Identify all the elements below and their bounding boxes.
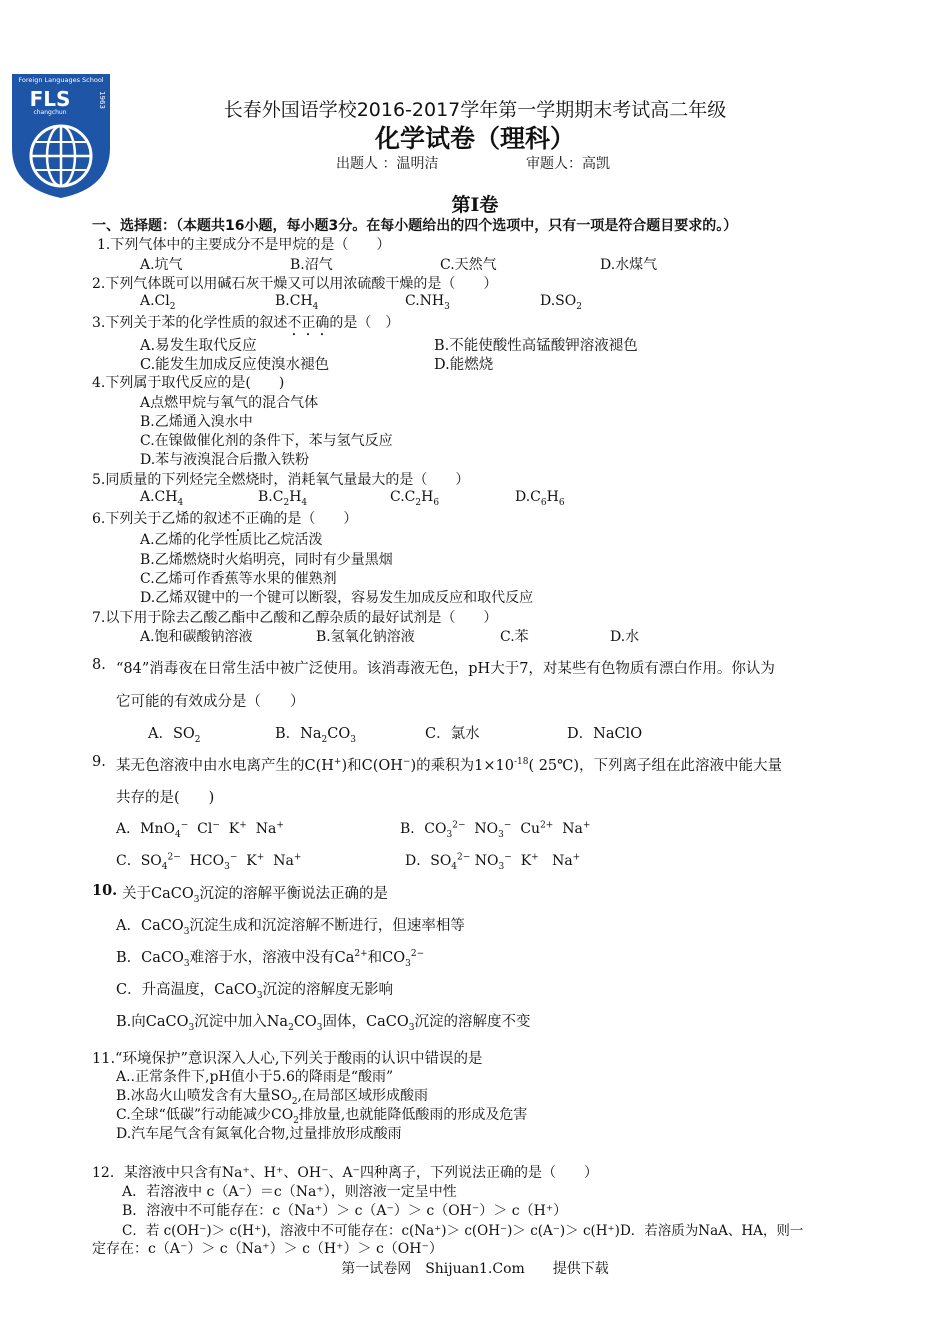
q10-option-a: A．CaCO$_3$沉淀生成和沉淀溶解不断进行，但速率相等 bbox=[116, 918, 465, 937]
q12-option-d-cont: 定存在：c（A⁻）＞ c（Na⁺）＞ c（H⁺）＞ c（OH⁻） bbox=[92, 1241, 443, 1257]
exam-subtitle: 化学试卷（理科） bbox=[374, 124, 575, 153]
q5-option-d: $D.C_6H_6$ bbox=[515, 489, 565, 508]
q6-option-a: A.乙烯的化学性质比乙烷活泼 bbox=[140, 532, 323, 548]
logo-abbr: FLS bbox=[29, 87, 71, 111]
author: 出题人 ：温明洁 bbox=[336, 156, 439, 172]
q3-option-a: A.易发生取代反应 bbox=[140, 338, 257, 354]
q11-option-c: C.全球“低碳”行动能减少$CO_2$排放量,也就能降低酸雨的形成及危害 bbox=[116, 1107, 528, 1126]
q11-stem: 11.“环境保护”意识深入人心,下列关于酸雨的认识中错误的是 bbox=[92, 1051, 483, 1067]
q7-option-a: A.饱和碳酸钠溶液 bbox=[140, 629, 253, 645]
q8-option-d: D．NaClO bbox=[567, 726, 643, 742]
section-title: 第Ⅰ卷 bbox=[451, 194, 499, 216]
q9-number: 9. bbox=[92, 754, 106, 770]
q2-stem: 2.下列气体既可以用碱石灰干燥又可以用浓硫酸干燥的是（ ） bbox=[92, 276, 498, 292]
q10-number: 10. bbox=[92, 882, 118, 899]
q12-stem: 12．某溶液中只含有Na⁺、H⁺、OH⁻、A⁻四种离子，下列说法正确的是（ ） bbox=[92, 1165, 598, 1181]
q9-option-d: D．$SO_4^{2-}$ $NO_3^-$ K+ Na+ bbox=[405, 852, 581, 872]
exam-title: 长春外国语学校2016-2017学年第一学期期末考试高二年级 bbox=[223, 99, 727, 121]
q10-stem: 关于CaCO$_3$沉淀的溶解平衡说法正确的是 bbox=[122, 886, 388, 905]
q8-number: 8. bbox=[92, 657, 106, 673]
q7-stem: 7.以下用于除去乙酸乙酯中乙酸和乙醇杂质的最好试剂是（ ） bbox=[92, 610, 498, 626]
q4-option-d: D.苯与液溴混合后撒入铁粉 bbox=[140, 452, 310, 468]
q5-option-b: $B.C_2H_4$ bbox=[258, 489, 308, 508]
logo-year: 1963 bbox=[98, 91, 106, 109]
q9-option-a: A．MnO$_4$− Cl− K+ Na+ bbox=[116, 820, 284, 840]
q5-stem: 5.同质量的下列烃完全燃烧时，消耗氧气量最大的是（ ） bbox=[92, 472, 470, 488]
q1-option-b: B.沼气 bbox=[290, 257, 333, 273]
q7-option-c: C.苯 bbox=[500, 629, 529, 645]
q9-stem-line1: 某无色溶液中由水电离产生的C(H+)和C(OH−)的乘积为$1\times 10^{-18}$( 25℃)，下列离子组在此溶液中能大量 bbox=[116, 757, 783, 774]
q8-option-a: A．$SO_2$ bbox=[148, 726, 201, 745]
q7-option-b: B.氢氧化钠溶液 bbox=[316, 629, 415, 645]
logo-school-en: Foreign Languages School bbox=[18, 76, 104, 84]
q6-stem: 6.下列关于乙烯的叙述不正确的是（ ） bbox=[92, 511, 358, 527]
q9-option-c: C．$SO_4^{2-}$ $HCO_3^-$ K+ Na+ bbox=[116, 852, 302, 872]
q1-option-a: A.坑气 bbox=[140, 257, 183, 273]
q3-option-c: C.能发生加成反应使溴水褪色 bbox=[140, 357, 330, 373]
q5-option-a: $A.CH_4$ bbox=[140, 489, 184, 508]
q1-stem: 1.下列气体中的主要成分不是甲烷的是（ ） bbox=[97, 237, 391, 253]
q12-option-c-d: C．若 c(OH⁻)＞ c(H⁺)，溶液中不可能存在：c(Na⁺)＞ c(OH⁻)＞ c(A⁻)＞ c(H⁺)D．若溶质为NaA、HA，则一 bbox=[122, 1223, 804, 1239]
logo-city: changchun bbox=[33, 109, 67, 116]
q2-option-c: $C.NH_3$ bbox=[405, 293, 450, 312]
q8-stem-line1: “84”消毒夜在日常生活中被广泛使用。该消毒液无色，pH大于7，对某些有色物质有漂白作用。你认为 bbox=[116, 661, 775, 677]
reviewer: 审题人：高凯 bbox=[526, 156, 610, 172]
q8-stem-line2: 它可能的有效成分是（ ） bbox=[116, 694, 305, 710]
q2-option-a: $A.Cl_2$ bbox=[140, 293, 176, 312]
q8-option-c: C．氯水 bbox=[425, 726, 480, 742]
q6-option-b: B.乙烯燃烧时火焰明亮，同时有少量黑烟 bbox=[140, 552, 393, 568]
q1-option-d: D.水煤气 bbox=[600, 257, 658, 273]
q11-option-b: B.冰岛火山喷发含有大量$SO_2$,在局部区域形成酸雨 bbox=[116, 1088, 428, 1107]
q4-stem: 4.下列属于取代反应的是( ) bbox=[92, 375, 285, 391]
q9-stem-line2: 共存的是( ) bbox=[116, 790, 215, 806]
q4-option-c: C.在镍做催化剂的条件下，苯与氢气反应 bbox=[140, 433, 393, 449]
q1-option-c: C.天然气 bbox=[440, 257, 497, 273]
q3-stem: 3.下列关于苯的化学性质的叙述不正确的是（ ） bbox=[92, 315, 400, 331]
q2-option-b: $B.CH_4$ bbox=[275, 293, 319, 312]
q10-option-d: B.向CaCO$_3$沉淀中加入$Na_2CO_3$固体，CaCO$_3$沉淀的溶解度不变 bbox=[116, 1014, 531, 1033]
q9-option-b: B．$CO_3^{2-}$ $NO_3^-$ $Cu^{2+}$ Na+ bbox=[400, 820, 591, 840]
q3-option-d: D.能燃烧 bbox=[434, 357, 494, 373]
q8-option-b: B．$Na_2CO_3$ bbox=[275, 726, 356, 745]
q12-option-b: B．溶液中不可能存在：c（Na⁺）＞ c（A⁻）＞ c（OH⁻）＞ c（H⁺） bbox=[122, 1203, 568, 1219]
q10-option-c: C．升高温度，CaCO$_3$沉淀的溶解度无影响 bbox=[116, 982, 394, 1001]
q4-option-b: B.乙烯通入溴水中 bbox=[140, 414, 253, 430]
q6-option-d: D.乙烯双键中的一个键可以断裂，容易发生加成反应和取代反应 bbox=[140, 590, 534, 606]
q11-option-d: D.汽车尾气含有氮氧化合物,过量排放形成酸雨 bbox=[116, 1126, 402, 1142]
q12-option-a: A．若溶液中 c（A⁻）＝c（Na⁺），则溶液一定呈中性 bbox=[122, 1184, 457, 1200]
instructions: 一、选择题：（本题共16小题，每小题3分。在每小题给出的四个选项中，只有一项是符合题目要求的。） bbox=[92, 218, 738, 234]
q7-option-d: D.水 bbox=[610, 629, 640, 645]
q5-option-c: $C.C_2H_6$ bbox=[390, 489, 440, 508]
q3-option-b: B.不能使酸性高锰酸钾溶液褪色 bbox=[434, 338, 638, 354]
q6-option-c: C.乙烯可作香蕉等水果的催熟剂 bbox=[140, 571, 337, 587]
q4-option-a: A点燃甲烷与氧气的混合气体 bbox=[140, 395, 319, 411]
q2-option-d: $D.SO_2$ bbox=[540, 293, 582, 312]
footer: 第一试卷网 Shijuan1.Com 提供下载 bbox=[341, 1261, 609, 1277]
q11-option-a: A..正常条件下,pH值小于5.6的降雨是“酸雨” bbox=[116, 1069, 394, 1085]
q10-option-b: B．CaCO$_3$难溶于水，溶液中没有$Ca^{2+}$和$CO_3^{2-}$ bbox=[116, 949, 425, 969]
